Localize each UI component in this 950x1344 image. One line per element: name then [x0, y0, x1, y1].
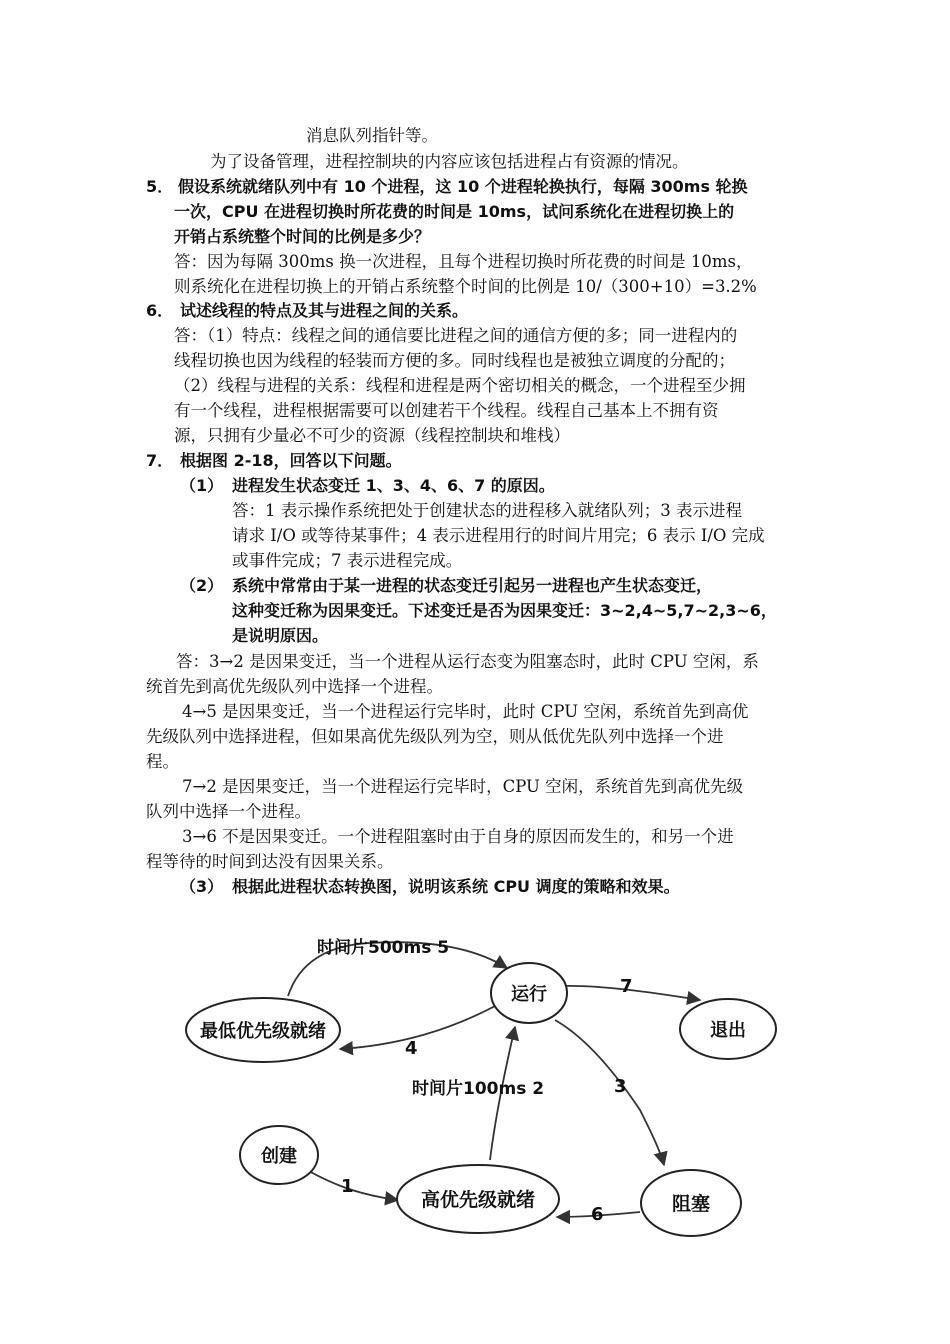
question-text: 系统中常常由于某一进程的状态变迁引起另一进程也产生状态变迁，: [232, 576, 713, 595]
question-text: 一次，CPU 在进程切换时所花费的时间是 10ms，试问系统化在进程切换上的: [174, 202, 735, 221]
answer-text: 答：1 表示操作系统把处于创建状态的进程移入就绪队列；3 表示进程: [232, 501, 742, 520]
answer-text: 或事件完成；7 表示进程完成。: [232, 551, 463, 570]
question-text: 假设系统就绪队列中有 10 个进程，这 10 个进程轮换执行，每隔 300ms 轮换: [178, 177, 748, 196]
answer-text: 源，只拥有少量必不可少的资源（线程控制块和堆栈）: [174, 426, 570, 445]
question-text: 根据此进程状态转换图，说明该系统 CPU 调度的策略和效果。: [232, 877, 680, 896]
answer-text: 答：因为每隔 300ms 换一次进程，且每个进程切换时所花费的时间是 10ms，: [174, 252, 753, 271]
state-exit: [680, 999, 776, 1059]
transition-5-label: 时间片500ms 5: [317, 938, 450, 958]
subquestion-number: （3）: [180, 877, 224, 896]
transition-3-label: 3: [614, 1076, 627, 1097]
answer-text: 统首先到高优先级队列中选择一个进程。: [146, 677, 443, 696]
transition-2-label: 时间片100ms 2: [412, 1079, 545, 1099]
transition-3-arrow: [555, 1020, 664, 1165]
question-text: 根据图 2-18，回答以下问题。: [180, 451, 402, 470]
state-create-label: 创建: [261, 1146, 297, 1167]
transition-4-arrow: [340, 1005, 497, 1049]
state-running-label: 运行: [511, 984, 547, 1005]
answer-text: （2）线程与进程的关系：线程和进程是两个密切相关的概念，一个进程至少拥: [174, 376, 746, 395]
answer-text: 队列中选择一个进程。: [146, 802, 311, 821]
state-high-priority-ready: [397, 1165, 559, 1233]
answer-text: 答：（1）特点：线程之间的通信要比进程之间的通信方便的多；同一进程内的: [174, 326, 738, 345]
transition-6-label: 6: [591, 1204, 604, 1225]
state-exit-label: 退出: [710, 1020, 746, 1041]
question-text: 进程发生状态变迁 1、3、4、6、7 的原因。: [232, 476, 555, 495]
state-running: [491, 963, 567, 1023]
question-number: 5．: [146, 177, 174, 196]
answer-text: 3→6 不是因果变迁。一个进程阻塞时由于自身的原因而发生的，和另一个进: [182, 827, 734, 846]
state-low-priority-ready: [186, 998, 340, 1062]
question-text: 开销占系统整个时间的比例是多少？: [174, 227, 431, 246]
question-number: 7．: [146, 451, 174, 470]
answer-text: 7→2 是因果变迁，当一个进程运行完毕时，CPU 空闲，系统首先到高优先级: [182, 777, 744, 796]
transition-4-label: 4: [405, 1038, 418, 1059]
answer-text: 请求 I/O 或等待某事件；4 表示进程用行的时间片用完；6 表示 I/O 完成: [232, 526, 765, 545]
subquestion-number: （2）: [180, 576, 224, 595]
state-blocked-label: 阻塞: [671, 1193, 711, 1215]
answer-text: 线程切换也因为线程的轻装而方便的多。同时线程也是被独立调度的分配的；: [174, 351, 735, 370]
state-blocked: [641, 1170, 741, 1236]
state-create: [240, 1126, 318, 1184]
question-text: 试述线程的特点及其与进程之间的关系。: [180, 301, 469, 320]
text-line: 为了设备管理，进程控制块的内容应该包括进程占有资源的情况。: [210, 152, 689, 171]
subquestion-number: （1）: [180, 476, 224, 495]
answer-text: 程。: [146, 752, 179, 771]
transition-1-label: 1: [341, 1176, 354, 1197]
question-text: 是说明原因。: [232, 626, 329, 645]
answer-text: 程等待的时间到达没有因果关系。: [146, 852, 394, 871]
answer-text: 则系统化在进程切换上的开销占系统整个时间的比例是 10/（300+10）=3.2%: [174, 277, 757, 296]
state-high-ready-label: 高优先级就绪: [420, 1189, 536, 1211]
answer-text: 答：3→2 是因果变迁，当一个进程从运行态变为阻塞态时，此时 CPU 空闲，系: [176, 652, 759, 671]
answer-text: 有一个线程，进程根据需要可以创建若干个线程。线程自己基本上不拥有资: [174, 401, 719, 420]
answer-text: 先级队列中选择进程，但如果高优先级队列为空，则从低优先队列中选择一个进: [146, 727, 724, 746]
question-text: 这种变迁称为因果变迁。下述变迁是否为因果变迁：3~2,4~5,7~2,3~6，: [232, 601, 777, 620]
state-low-ready-label: 最低优先级就绪: [200, 1021, 326, 1042]
answer-text: 4→5 是因果变迁，当一个进程运行完毕时，此时 CPU 空闲，系统首先到高优: [182, 702, 749, 721]
question-number: 6．: [146, 301, 174, 320]
text-line: 消息队列指针等。: [306, 126, 438, 145]
transition-7-label: 7: [620, 976, 633, 997]
